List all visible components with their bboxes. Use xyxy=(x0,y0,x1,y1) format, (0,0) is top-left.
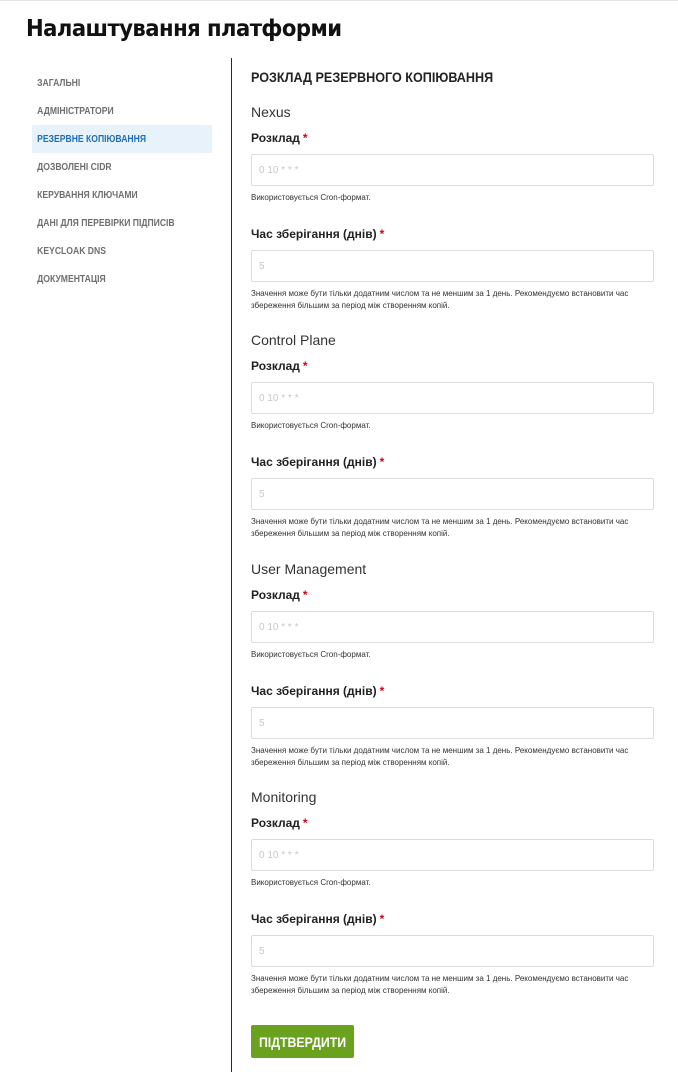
schedule-label: Розклад * xyxy=(251,588,308,602)
retention-label: Час зберігання (днів) * xyxy=(251,684,385,698)
required-mark: * xyxy=(302,359,308,373)
retention-help-text: Значення може бути тільки додатним числом та не меншим за 1 день. Рекомендуємо встановити час збереження більшим за період між створенням копій. xyxy=(251,974,629,995)
retention-label: Час зберігання (днів) * xyxy=(251,227,385,241)
retention-input[interactable] xyxy=(251,935,654,967)
vertical-divider xyxy=(231,58,232,1072)
sidebar-item-backup[interactable]: РЕЗЕРВНЕ КОПІЮВАННЯ xyxy=(37,134,147,145)
required-mark: * xyxy=(302,588,308,602)
schedule-input[interactable] xyxy=(251,382,654,414)
group-title: User Management xyxy=(251,561,367,577)
schedule-label: Розклад * xyxy=(251,359,308,373)
required-mark: * xyxy=(379,684,385,698)
sidebar-item-allowed-cidr[interactable]: ДОЗВОЛЕНІ CIDR xyxy=(37,162,112,173)
sidebar-item-keycloak-dns[interactable]: KEYCLOAK DNS xyxy=(37,246,106,257)
sidebar-item-documentation[interactable]: ДОКУМЕНТАЦІЯ xyxy=(37,274,106,285)
retention-label: Час зберігання (днів) * xyxy=(251,455,385,469)
schedule-input[interactable] xyxy=(251,611,654,643)
section-title: РОЗКЛАД РЕЗЕРВНОГО КОПІЮВАННЯ xyxy=(251,69,494,85)
schedule-help-text: Використовується Cron-формат. xyxy=(251,193,371,202)
sidebar-nav xyxy=(32,70,212,294)
sidebar-item-administrators[interactable]: АДМІНІСТРАТОРИ xyxy=(37,106,114,117)
schedule-input[interactable] xyxy=(251,154,654,186)
retention-help-text: Значення може бути тільки додатним числом та не меншим за 1 день. Рекомендуємо встановити час збереження більшим за період між створенням копій. xyxy=(251,517,629,538)
required-mark: * xyxy=(379,455,385,469)
required-mark: * xyxy=(379,912,385,926)
submit-button[interactable] xyxy=(251,1025,354,1058)
schedule-input[interactable] xyxy=(251,839,654,871)
required-mark: * xyxy=(379,227,385,241)
schedule-label: Розклад * xyxy=(251,816,308,830)
schedule-label: Розклад * xyxy=(251,131,308,145)
schedule-help-text: Використовується Cron-формат. xyxy=(251,421,371,430)
sidebar-item-signature-verification-data[interactable]: ДАНІ ДЛЯ ПЕРЕВІРКИ ПІДПИСІВ xyxy=(37,218,175,229)
retention-label: Час зберігання (днів) * xyxy=(251,912,385,926)
required-mark: * xyxy=(302,816,308,830)
sidebar-item-key-management[interactable]: КЕРУВАННЯ КЛЮЧАМИ xyxy=(37,190,138,201)
sidebar-item-general[interactable]: ЗАГАЛЬНІ xyxy=(37,78,81,89)
page-title: Налаштування платформи xyxy=(26,16,342,42)
group-title: Nexus xyxy=(251,104,291,120)
schedule-help-text: Використовується Cron-формат. xyxy=(251,650,371,659)
group-title: Control Plane xyxy=(251,332,336,348)
schedule-help-text: Використовується Cron-формат. xyxy=(251,878,371,887)
required-mark: * xyxy=(302,131,308,145)
retention-help-text: Значення може бути тільки додатним числом та не меншим за 1 день. Рекомендуємо встановити час збереження більшим за період між створенням копій. xyxy=(251,746,629,767)
retention-input[interactable] xyxy=(251,707,654,739)
submit-button-label: ПІДТВЕРДИТИ xyxy=(258,1033,347,1050)
retention-input[interactable] xyxy=(251,478,654,510)
top-border xyxy=(0,0,678,1)
group-title: Monitoring xyxy=(251,789,317,805)
retention-help-text: Значення може бути тільки додатним числом та не меншим за 1 день. Рекомендуємо встановити час збереження більшим за період між створенням копій. xyxy=(251,289,629,310)
retention-input[interactable] xyxy=(251,250,654,282)
